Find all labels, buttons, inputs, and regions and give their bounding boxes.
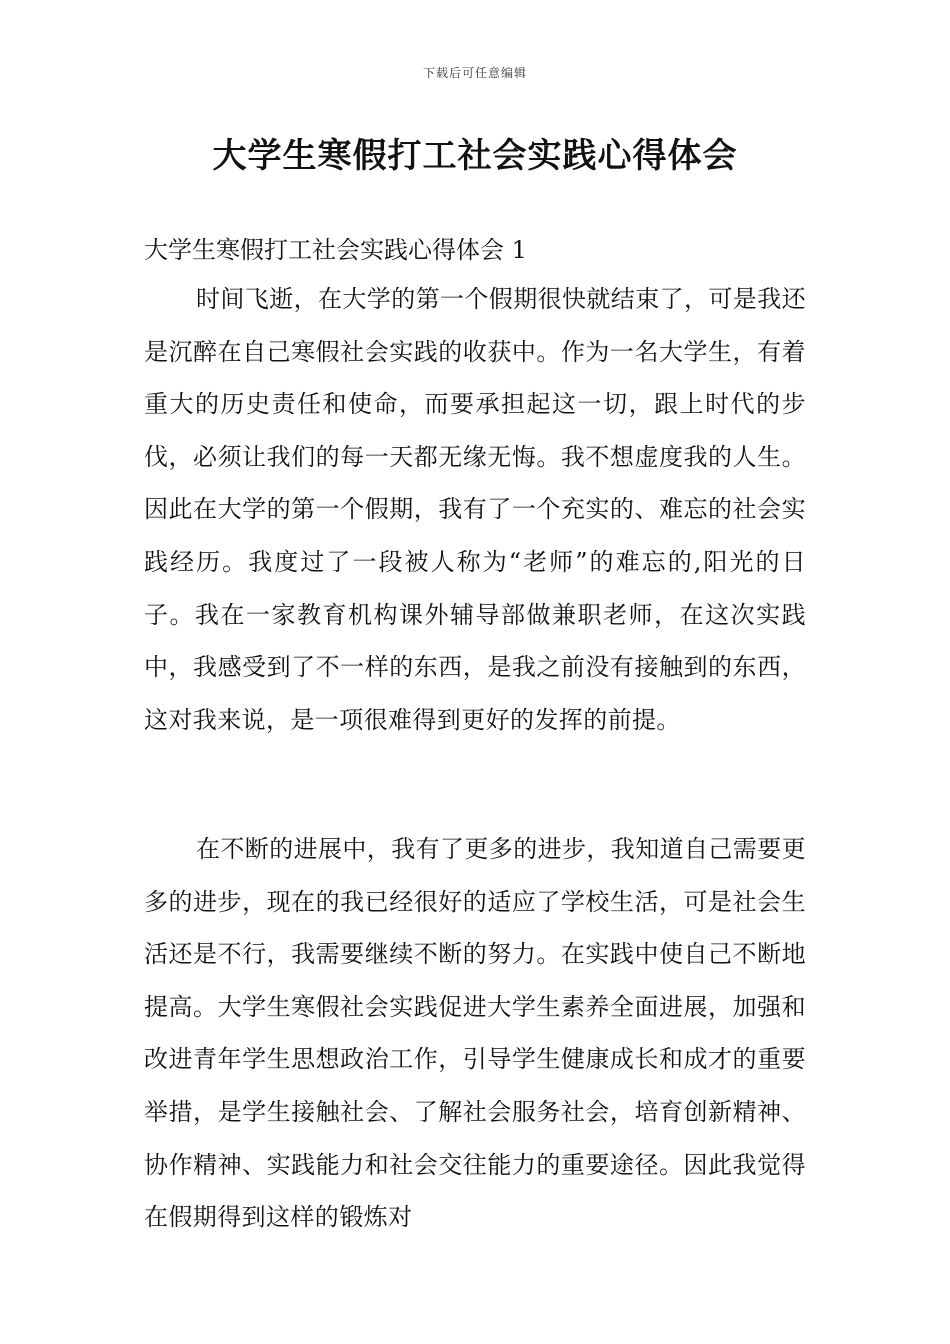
document-title: 大学生寒假打工社会实践心得体会: [212, 136, 738, 176]
section-heading: 大学生寒假打工社会实践心得体会 1: [144, 236, 527, 264]
header-note: 下载后可任意编辑: [422, 66, 527, 80]
paragraph-2: 在不断的进展中，我有了更多的进步，我知道自己需要更多的进步，现在的我已经很好的适应了学校生活，可是社会生活还是不行，我需要继续不断的努力。在实践中使自己不断地提高。大学生寒假社会实践促进大学生素养全面进展，加强和改进青年学生思想政治工作，引导学生健康成长和成才的重要举措，是学生接触社会、了解社会服务社会，培育创新精神、协作精神、实践能力和社会交往能力的重要途径。因此我觉得在假期得到这样的锻炼对: [144, 835, 806, 1232]
paragraph-1: 时间飞逝，在大学的第一个假期很快就结束了，可是我还是沉醉在自己寒假社会实践的收获中。作为一名大学生，有着重大的历史责任和使命，而要承担起这一切，跟上时代的步伐，必须让我们的每一天都无缘无悔。我不想虚度我的人生。因此在大学的第一个假期，我有了一个充实的、难忘的社会实践经历。我度过了一段被人称为“老师”的难忘的,阳光的日子。我在一家教育机构课外辅导部做兼职老师，在这次实践中，我感受到了不一样的东西，是我之前没有接触到的东西，这对我来说，是一项很难得到更好的发挥的前提。: [144, 285, 806, 734]
